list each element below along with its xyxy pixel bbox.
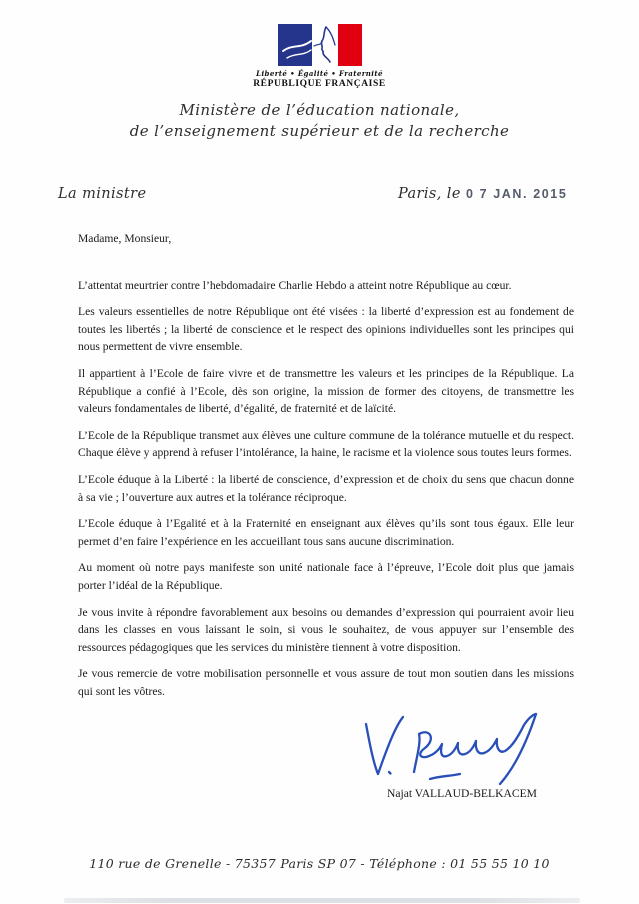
paragraph: L’Ecole éduque à la Liberté : la liberté de conscience, d’expression et de choix du sens que chacun donne à sa vie ; l’ouverture aux autres et la tolérance réciproque.: [78, 472, 574, 504]
republique-francaise-logo: [220, 24, 420, 89]
paragraph: Il appartient à l’Ecole de faire vivre et de transmettre les valeurs et les principes de la République. La République a confié à l’Ecole, dès son origine, la mission de former des citoyens, de transmettre les valeurs fondamentales de liberté, d’égalité, de fraternité et de laïcité.: [78, 366, 574, 416]
letter-body: [78, 230, 574, 709]
paragraph: Je vous remercie de votre mobilisation personnelle et vous assure de tout mon soutien dans les missions qui sont les vôtres.: [78, 667, 574, 698]
handwritten-signature: [358, 712, 548, 790]
logo-motto: Liberté • Égalité • Fraternité: [256, 69, 383, 78]
french-flag-marianne-icon: [278, 24, 362, 66]
paragraphs-container: [78, 277, 574, 701]
date-stamp: 0 7 JAN. 2015: [466, 187, 568, 201]
signer-name: Najat VALLAUD-BELKACEM: [387, 787, 537, 800]
sender-title: La ministre: [58, 186, 147, 202]
logo-republic-label: RÉPUBLIQUE FRANÇAISE: [253, 79, 386, 89]
ministry-heading: [0, 100, 639, 142]
paragraph: Les valeurs essentielles de notre République ont été visées : la liberté d’expression est au fondement de toutes les libertés ; la liberté de conscience et le respect des opinions individuelles sont les principes qui nous permettent de vivre ensemble.: [78, 305, 574, 354]
paragraph: Au moment où notre pays manifeste son unité nationale face à l’épreuve, l’Ecole doit plus que jamais porter l’idéal de la République.: [78, 561, 574, 592]
place-and-date-label: Paris, le: [398, 186, 461, 202]
ministry-line-1: Ministère de l’éducation nationale,: [179, 101, 460, 119]
paragraph: L’Ecole de la République transmet aux élèves une culture commune de la tolérance mutuelle et du respect. Chaque élève y apprend à refuser l’intolérance, la haine, le racisme et la violence sous toutes leurs formes.: [78, 428, 574, 460]
salutation: Madame, Monsieur,: [78, 232, 172, 245]
footer-address: 110 rue de Grenelle - 75357 Paris SP 07 - Téléphone : 01 55 55 10 10: [89, 856, 550, 871]
ministry-line-2: de l’enseignement supérieur et de la recherche: [129, 122, 510, 140]
scan-artifact-bar: [64, 898, 580, 903]
paragraph: L’attentat meurtrier contre l’hebdomadaire Charlie Hebdo a atteint notre République au cœur.: [78, 278, 512, 292]
paragraph: L’Ecole éduque à l’Egalité et à la Fraternité en enseignant aux élèves qu’ils sont tous égaux. Elle leur permet d’en faire l’expérience en les accueillant tous sans aucune discrimination.: [78, 517, 574, 548]
paragraph: Je vous invite à répondre favorablement aux besoins ou demandes d’expression qui pourraient avoir lieu dans les classes en vous laissant le soin, si vous le souhaitez, de vous appuyer sur l’ensemble des ressources pédagogiques que les services du ministère tiennent à votre disposition.: [78, 605, 574, 654]
